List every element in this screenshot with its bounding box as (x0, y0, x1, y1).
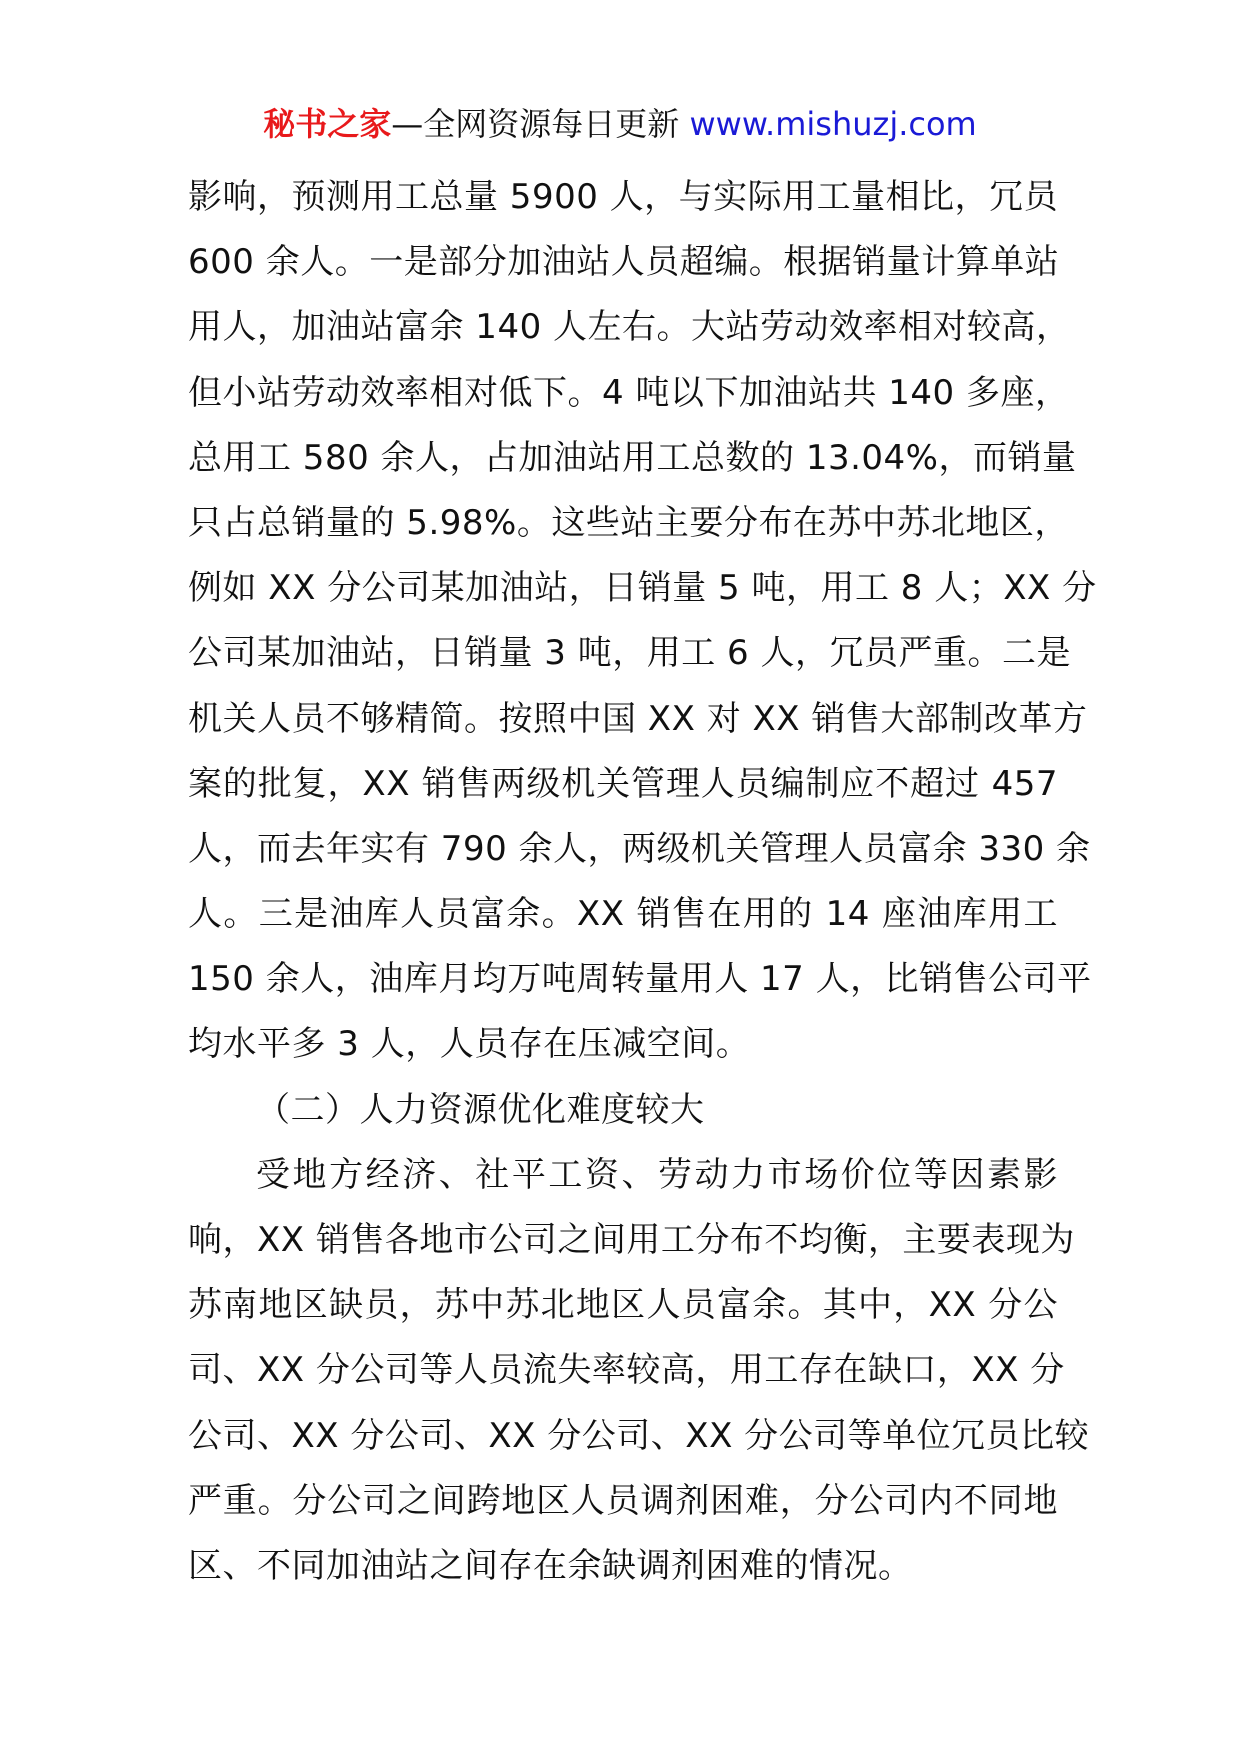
body-line: 公司某加油站，日销量 3 吨，用工 6 人，冗员严重。二是 (188, 633, 1071, 674)
body-line: 影响，预测用工总量 5900 人，与实际用工量相比，冗员 (188, 177, 1059, 217)
body-line: 区、不同加油站之间存在余缺调剂困难的情况。 (188, 1545, 913, 1586)
document-body (188, 165, 1097, 1599)
body-line: 严重。分公司之间跨地区人员调剂困难，分公司内不同地 (188, 1480, 1058, 1521)
page-header (0, 100, 1240, 148)
header-url[interactable]: www.mishuzj.com (689, 105, 977, 143)
body-line: 总用工 580 余人，占加油站用工总数的 13.04%，而销量 (188, 437, 1077, 478)
brand-name: 秘书之家 (263, 105, 392, 143)
body-line: 响，XX 销售各地市公司之间用工分布不均衡，主要表现为 (188, 1220, 1075, 1260)
header-tagline: —全网资源每日更新 (391, 105, 690, 143)
body-line: 用人，加油站富余 140 人左右。大站劳动效率相对较高， (188, 307, 1071, 348)
body-line: 案的批复，XX 销售两级机关管理人员编制应不超过 457 (188, 763, 1058, 804)
section-heading: （二）人力资源优化难度较大 (256, 1089, 705, 1130)
body-line: 人。三是油库人员富余。XX 销售在用的 14 座油库用工 (188, 894, 1058, 935)
body-line: 例如 XX 分公司某加油站，日销量 5 吨，用工 8 人；XX 分 (188, 568, 1097, 609)
body-line: 150 余人，油库月均万吨周转量用人 17 人，比销售公司平 (188, 959, 1092, 1000)
body-line: 苏南地区缺员，苏中苏北地区人员富余。其中，XX 分公 (188, 1285, 1058, 1326)
body-line: 只占总销量的 5.98%。这些站主要分布在苏中苏北地区， (188, 502, 1069, 543)
body-line: 公司、XX 分公司、XX 分公司、XX 分公司等单位冗员比较 (188, 1415, 1090, 1456)
body-line: 600 余人。一是部分加油站人员超编。根据销量计算单站 (188, 242, 1060, 283)
body-line: 司、XX 分公司等人员流失率较高，用工存在缺口，XX 分 (188, 1350, 1065, 1391)
body-line: 机关人员不够精简。按照中国 XX 对 XX 销售大部制改革方 (188, 698, 1088, 739)
body-line: 人，而去年实有 790 余人，两级机关管理人员富余 330 余 (188, 828, 1091, 869)
body-line: 但小站劳动效率相对低下。4 吨以下加油站共 140 多座， (188, 372, 1070, 413)
body-line: 均水平多 3 人，人员存在压减空间。 (188, 1024, 751, 1065)
body-line: 受地方经济、社平工资、劳动力市场价位等因素影 (256, 1154, 1058, 1195)
